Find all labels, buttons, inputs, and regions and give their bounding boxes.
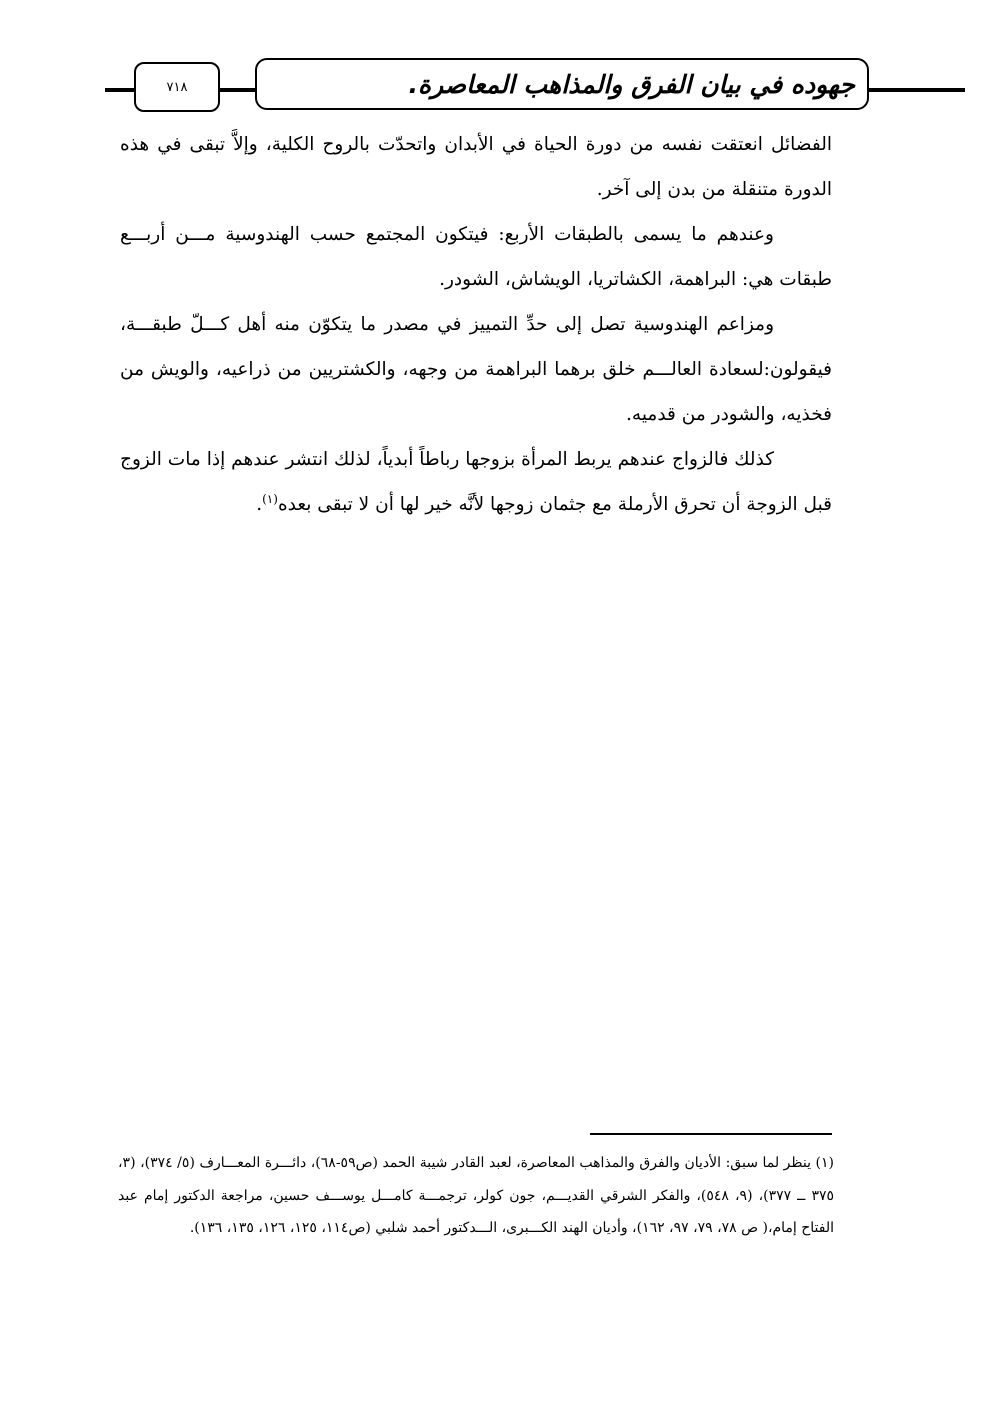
paragraph-3: ومزاعم الهندوسية تصل إلى حدِّ التمييز في مصدر ما يتكوّن منه أهل كـــلّ طبقـــة، فيقولون:لسعادة العالـــم خلق برهما البراهمة من وجهه، والكشتريين من ذراعيه، والويش من فخذيه، والشودر من قدميه. [120,314,832,425]
main-text [120,122,832,527]
footnote-1: (١) ينظر لما سبق: الأديان والفرق والمذاهب المعاصرة، لعبد القادر شيبة الحمد (ص٥٩-٦٨)، دائـــرة المعـــارف (٥/ ٣٧٤)، (٣، ٣٧٥ ــ ٣٧٧)، (٩، ٥٤٨)، والفكر الشرقي القديـــم، جون كولر، ترجمـــة كامـــل يوســـف حسين، مراجعة الدكتور إمام عبد الفتاح إمام،( ص ٧٨، ٧٩، ٩٧، ١٦٢)، وأديان الهند الكـــبرى، الـــدكتور أحمد شلبي (ص١١٤، ١٢٥، ١٢٦، ١٣٥، ١٣٦). [118,1155,834,1236]
running-title-box [255,58,869,110]
paragraph-4-period: . [256,494,263,515]
paragraph-4 [120,437,832,527]
page-number: ٧١٨ [166,79,188,95]
footnote-separator [590,1133,832,1135]
footnotes [118,1147,834,1245]
running-title: جهوده في بيان الفرق والمذاهب المعاصرة. [408,69,855,99]
page-number-box [134,62,220,112]
paragraph-4-text: كذلك فالزواج عندهم يربط المرأة بزوجها رباطاً أبدياً، لذلك انتشر عندهم إذا مات الزوج قبل الزوجة أن تحرق الأرملة مع جثمان زوجها لأنَّه خير لها أن لا تبقى بعده [120,449,832,515]
paragraph-1: الفضائل انعتقت نفسه من دورة الحياة في الأبدان واتحدّت بالروح الكلية، وإلاَّ تبقى في هذه الدورة متنقلة من بدن إلى آخر. [120,134,832,200]
footnote-reference[interactable]: (١) [262,491,278,506]
paragraph-2: وعندهم ما يسمى بالطبقات الأربع: فيتكون المجتمع حسب الهندوسية مـــن أربـــع طبقات هي: البراهمة، الكشاتريا، الويشاش، الشودر. [120,224,832,290]
